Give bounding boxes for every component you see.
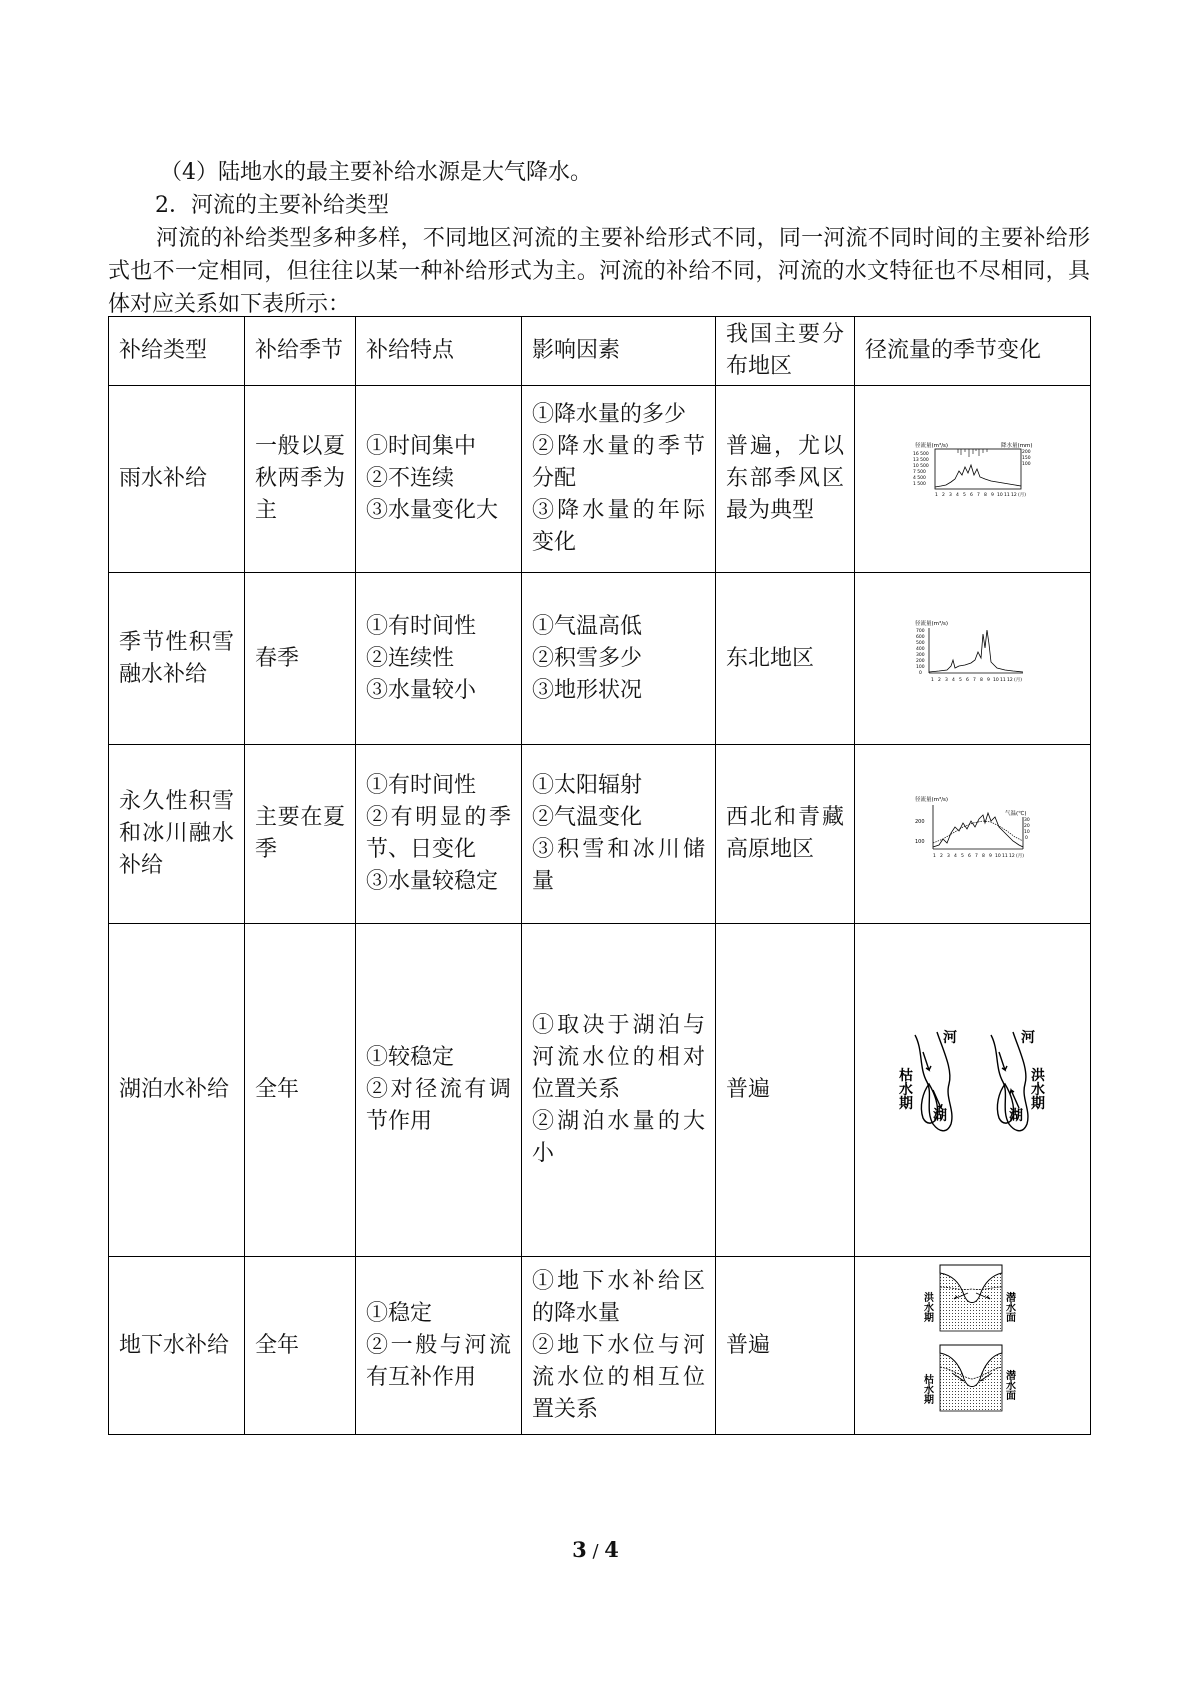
feature-item: ①较稳定 <box>366 1045 455 1070</box>
header-season: 补给季节 <box>245 317 356 386</box>
dry-season-section <box>940 1345 1002 1411</box>
dry-season-label-text: 枯 <box>898 1068 913 1084</box>
y-tick: 500 <box>915 640 925 646</box>
x-tick: 8 <box>979 677 983 683</box>
cell-features <box>356 573 522 745</box>
x-tick: 8 <box>981 854 985 859</box>
label-char: 水 <box>1005 1380 1016 1392</box>
factor-item: ①气温高低 <box>532 613 643 639</box>
header-chart: 径流量的季节变化 <box>855 317 1091 386</box>
cell-season: 全年 <box>245 1257 356 1435</box>
y-tick: 600 <box>915 634 925 640</box>
y2-tick: 200 <box>1021 450 1031 455</box>
river-label: 河 <box>942 1030 957 1046</box>
section-heading: 2．河流的主要补给类型 <box>155 193 389 218</box>
factor-item: ①太阳辐射 <box>532 773 643 798</box>
flood-season-section <box>940 1265 1002 1331</box>
y-tick: 7 500 <box>912 470 926 475</box>
temperature-line <box>933 821 1023 843</box>
y-tick: 200 <box>915 658 925 664</box>
y2-tick: 20 <box>1023 824 1030 829</box>
cell-season: 一般以夏秋两季为主 <box>245 386 356 573</box>
x-unit: (月) <box>1015 854 1024 859</box>
flood-season-label <box>1031 1068 1050 1112</box>
cell-region: 西北和青藏高原地区 <box>716 745 855 924</box>
x-tick: 4 <box>951 677 955 683</box>
cell-chart <box>855 573 1091 745</box>
x-tick: 2 <box>939 854 943 859</box>
x-unit: (月) <box>1017 493 1026 498</box>
cell-factors <box>522 386 716 573</box>
cell-type: 雨水补给 <box>109 386 245 573</box>
table-row <box>109 386 1091 573</box>
x-ticks <box>933 852 1024 859</box>
x-unit: (月) <box>1013 677 1022 683</box>
feature-item: ①有时间性 <box>366 613 477 639</box>
label-char: 期 <box>923 1394 934 1406</box>
y-tick: 400 <box>915 646 925 652</box>
runoff-line <box>935 465 1021 487</box>
plot-frame <box>935 449 1021 489</box>
cell-region: 普遍，尤以东部季风区最为典型 <box>716 386 855 573</box>
header-region: 我国主要分布地区 <box>716 317 855 386</box>
x-tick: 3 <box>944 677 948 683</box>
x-tick: 2 <box>937 677 941 683</box>
x-tick: 12 <box>1010 493 1017 498</box>
dry-season-label <box>899 1067 918 1112</box>
x-tick: 12 <box>1008 854 1015 859</box>
x-ticks <box>935 491 1026 498</box>
runoff-line <box>933 813 1023 847</box>
lake-label: 湖 <box>932 1108 947 1124</box>
y2-tick: 0 <box>1024 836 1028 841</box>
x-tick: 1 <box>932 854 936 859</box>
snowmelt-runoff-chart <box>913 618 1033 690</box>
x-tick: 10 <box>994 854 1001 859</box>
factor-item: ①降水量的多少 <box>532 402 687 427</box>
x-tick: 7 <box>976 493 980 498</box>
y-tick: 4 500 <box>912 476 926 481</box>
paragraph-intro: 河流的补给类型多种多样，不同地区河流的主要补给形式不同，同一河流不同时间的主要补给形式也不一定相同，但往往以某一种补给形式为主。河流的补给不同，河流的水文特征也不尽相同，具体对应关系如下表所示： <box>108 226 1090 317</box>
cell-factors <box>522 745 716 924</box>
cell-type: 地下水补给 <box>109 1257 245 1435</box>
y-tick: 300 <box>915 652 925 658</box>
flood-season-label-text: 洪 <box>1030 1068 1045 1084</box>
cell-type: 永久性积雪和冰川融水补给 <box>109 745 245 924</box>
flow-arrow-icon <box>923 1052 931 1070</box>
factor-item: ③积雪和冰川储量 <box>532 837 705 894</box>
y-ticks <box>916 628 925 676</box>
cell-factors <box>522 573 716 745</box>
cell-chart <box>855 745 1091 924</box>
y-tick: 200 <box>914 819 925 825</box>
label-char: 水 <box>923 1302 934 1314</box>
page-total: 4 <box>604 1537 619 1562</box>
header-factors: 影响因素 <box>522 317 716 386</box>
water-table-label-text: 潜 <box>1005 1292 1016 1304</box>
x-tick: 11 <box>1003 493 1010 498</box>
label-char: 水 <box>1030 1082 1045 1098</box>
feature-item: ②连续性 <box>366 645 455 671</box>
cell-season: 春季 <box>245 573 356 745</box>
factor-item: ②降水量的季节分配 <box>532 434 705 491</box>
x-tick: 1 <box>930 677 934 683</box>
feature-item: ③水量变化大 <box>366 498 499 523</box>
lake-label: 湖 <box>1008 1108 1023 1124</box>
header-type: 补给类型 <box>109 317 245 386</box>
cell-region: 东北地区 <box>716 573 855 745</box>
water-table-label <box>1006 1291 1019 1324</box>
x-tick: 6 <box>967 854 971 859</box>
rain-bars <box>958 449 987 457</box>
feature-item: ③水量较稳定 <box>366 869 499 894</box>
river-label: 河 <box>1020 1030 1035 1046</box>
cell-factors <box>522 1257 716 1435</box>
cell-factors <box>522 924 716 1257</box>
y2-axis-label: 气温(℃) <box>1004 811 1026 817</box>
x-tick: 11 <box>999 677 1006 683</box>
factor-item: ①地下水补给区的降水量 <box>532 1268 705 1326</box>
y2-axis-label: 降水量(mm) <box>1000 443 1033 449</box>
x-tick: 10 <box>996 493 1003 498</box>
x-tick: 8 <box>983 493 987 498</box>
factor-item: ②气温变化 <box>532 805 643 830</box>
feature-item: ②一般与河流有互补作用 <box>366 1332 511 1390</box>
page-number <box>0 1537 1191 1562</box>
feature-item: ③水量较小 <box>366 677 477 703</box>
factor-item: ③降水量的年际变化 <box>532 498 705 555</box>
page-current: 3 <box>572 1537 587 1562</box>
cell-region: 普遍 <box>716 1257 855 1435</box>
x-tick: 9 <box>988 854 992 859</box>
x-tick: 10 <box>992 677 999 683</box>
y2-tick: 10 <box>1023 830 1030 835</box>
flood-season-label <box>924 1291 937 1324</box>
table-row <box>109 573 1091 745</box>
feature-item: ①有时间性 <box>366 773 477 798</box>
x-ticks <box>931 676 1022 683</box>
cell-features <box>356 924 522 1257</box>
factor-item: ①取决于湖泊与河流水位的相对位置关系 <box>532 1013 705 1102</box>
cell-chart <box>855 924 1091 1257</box>
cell-type: 季节性积雪融水补给 <box>109 573 245 745</box>
factor-item: ②地下水位与河流水位的相互位置关系 <box>532 1332 705 1422</box>
supply-type-table <box>108 316 1091 1435</box>
cell-features <box>356 386 522 573</box>
groundwater-diagram <box>918 1261 1028 1421</box>
label-char: 期 <box>1030 1096 1045 1112</box>
feature-item: ②有明显的季节、日变化 <box>366 805 511 862</box>
table-row <box>109 924 1091 1257</box>
y-tick: 10 500 <box>912 464 929 469</box>
table-header-row <box>109 317 1091 386</box>
label-char: 面 <box>1005 1312 1016 1324</box>
x-tick: 4 <box>953 854 957 859</box>
cell-features <box>356 1257 522 1435</box>
label-char: 期 <box>898 1096 913 1112</box>
y2-tick: 100 <box>1021 462 1031 467</box>
paragraph-point-4: （4）陆地水的最主要补给水源是大气降水。 <box>160 160 592 185</box>
x-tick: 5 <box>962 493 966 498</box>
y-tick: 0 <box>918 670 922 676</box>
y2-tick: 30 <box>1023 818 1030 823</box>
y-tick: 1 500 <box>912 482 926 487</box>
x-tick: 3 <box>946 854 950 859</box>
y-tick: 100 <box>915 664 925 670</box>
x-tick: 5 <box>958 677 962 683</box>
y-tick: 100 <box>914 839 925 845</box>
feature-item: ②不连续 <box>366 466 455 491</box>
header-features: 补给特点 <box>356 317 522 386</box>
y2-tick: 150 <box>1021 456 1031 461</box>
feature-item: ②对径流有调节作用 <box>366 1077 511 1134</box>
feature-item: ①时间集中 <box>366 434 477 459</box>
x-tick: 9 <box>986 677 990 683</box>
cell-type: 湖泊水补给 <box>109 924 245 1257</box>
factor-item: ③地形状况 <box>532 677 643 703</box>
label-char: 期 <box>923 1312 934 1324</box>
cell-chart <box>855 386 1091 573</box>
rain-runoff-chart <box>913 439 1033 509</box>
x-tick: 5 <box>960 854 964 859</box>
x-tick: 6 <box>969 493 973 498</box>
cell-season: 主要在夏季 <box>245 745 356 924</box>
x-tick: 2 <box>941 493 945 498</box>
y-tick: 700 <box>915 628 925 634</box>
x-tick: 1 <box>934 493 938 498</box>
factor-item: ②湖泊水量的大小 <box>532 1109 705 1166</box>
x-tick: 7 <box>972 677 976 683</box>
x-tick: 9 <box>990 493 994 498</box>
x-tick: 7 <box>974 854 978 859</box>
page-separator: / <box>586 1541 605 1562</box>
glacier-runoff-chart <box>913 793 1033 865</box>
x-tick: 11 <box>1001 854 1008 859</box>
x-tick: 12 <box>1006 677 1013 683</box>
y-axis-label: 径流量(m³/s) <box>914 620 948 627</box>
feature-item: ①稳定 <box>366 1300 433 1326</box>
water-table-label-text: 潜 <box>1005 1370 1016 1382</box>
label-char: 水 <box>898 1082 913 1098</box>
factor-item: ②积雪多少 <box>532 645 643 671</box>
x-tick: 3 <box>948 493 952 498</box>
flow-arrow-icon <box>999 1052 1007 1070</box>
table-row <box>109 745 1091 924</box>
cell-region: 普遍 <box>716 924 855 1257</box>
water-table-label <box>1006 1369 1019 1402</box>
y-axis-label: 径流量(m³/s) <box>914 443 948 449</box>
y-tick: 13 500 <box>912 458 929 463</box>
label-char: 水 <box>1005 1302 1016 1314</box>
table-row <box>109 1257 1091 1435</box>
cell-season: 全年 <box>245 924 356 1257</box>
x-tick: 6 <box>965 677 969 683</box>
dry-season-label <box>924 1373 937 1406</box>
y-axis-label: 径流量(m³/s) <box>914 797 948 803</box>
label-char: 水 <box>923 1384 934 1396</box>
y-tick: 16 500 <box>912 452 929 457</box>
runoff-line <box>929 630 1023 672</box>
lake-river-diagram <box>893 1020 1053 1150</box>
label-char: 面 <box>1005 1390 1016 1402</box>
dry-season-label-text: 枯 <box>923 1374 934 1386</box>
flood-season-label-text: 洪 <box>923 1292 934 1304</box>
cell-chart <box>855 1257 1091 1435</box>
cell-features <box>356 745 522 924</box>
x-tick: 4 <box>955 493 959 498</box>
